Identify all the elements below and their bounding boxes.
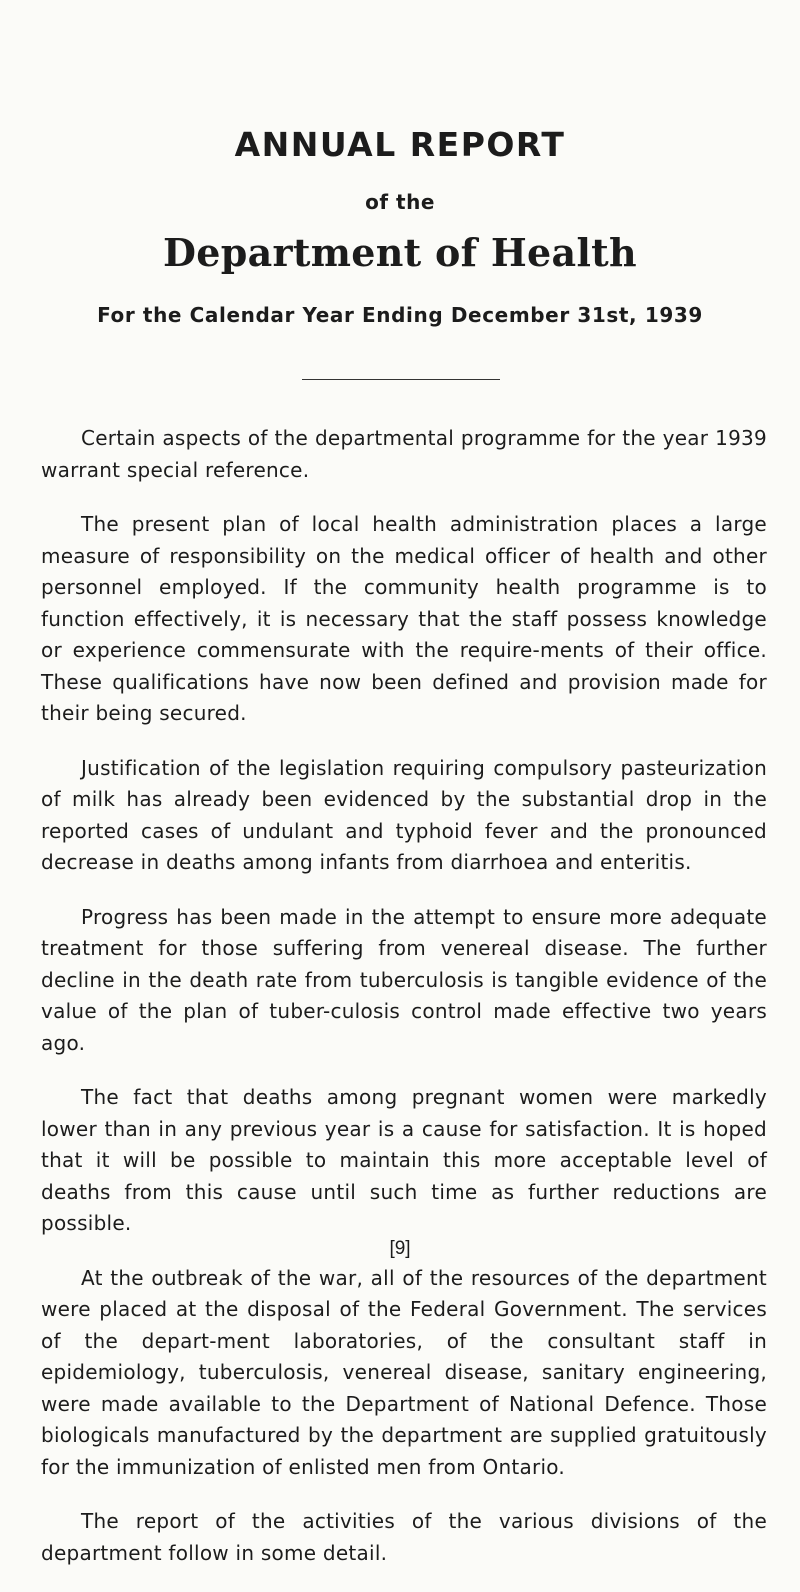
department-name: Department of Health — [163, 230, 637, 275]
paragraph: Justification of the legislation requiring compulsory pasteurization of milk has already been evidenced by the substantial drop in the reported cases of undulant and typhoid fever and the pronounced decrease in deaths among infants from diarrhoea and enteritis. — [41, 755, 767, 874]
report-subtitle: of the — [365, 190, 435, 214]
page-number: [9] — [389, 1238, 411, 1259]
paragraph: The present plan of local health administration places a large measure of responsibility on the medical officer of health and other personnel employed. If the community health programme is to function effectively, it is necessary that the staff possess knowledge or experience commensurate with the require-ments of their office. These qualifications have now been defined and provision made for their being secured. — [41, 512, 767, 725]
paragraph: Certain aspects of the departmental programme for the year 1939 warrant special reference. — [41, 426, 767, 482]
section-divider — [302, 379, 500, 380]
report-title: ANNUAL REPORT — [234, 125, 566, 164]
paragraph: At the outbreak of the war, all of the resources of the department were placed at the disposal of the Federal Government. The services of the depart-ment laboratories, of the consultant staff in epidemiology, tuberculosis, venereal disease, sanitary engineering, were made available to the Department of National Defence. Those biologicals manufactured by the department are supplied gratuitously for the immunization of enlisted men from Ontario. — [41, 1265, 767, 1479]
report-period: For the Calendar Year Ending December 31st, 1939 — [97, 303, 703, 327]
paragraph: Progress has been made in the attempt to ensure more adequate treatment for those suffering from venereal disease. The further decline in the death rate from tuberculosis is tangible evidence of the value of the plan of tuber-culosis control made effective two years ago. — [41, 904, 767, 1055]
report-body — [41, 423, 767, 1592]
paragraph: The report of the activities of the various divisions of the department follow in some detail. — [41, 1509, 767, 1565]
paragraph: The fact that deaths among pregnant women were markedly lower than in any previous year is a cause for satisfaction. It is hoped that it will be possible to maintain this more acceptable level of deaths from this cause until such time as further reductions are possible. — [41, 1085, 767, 1235]
